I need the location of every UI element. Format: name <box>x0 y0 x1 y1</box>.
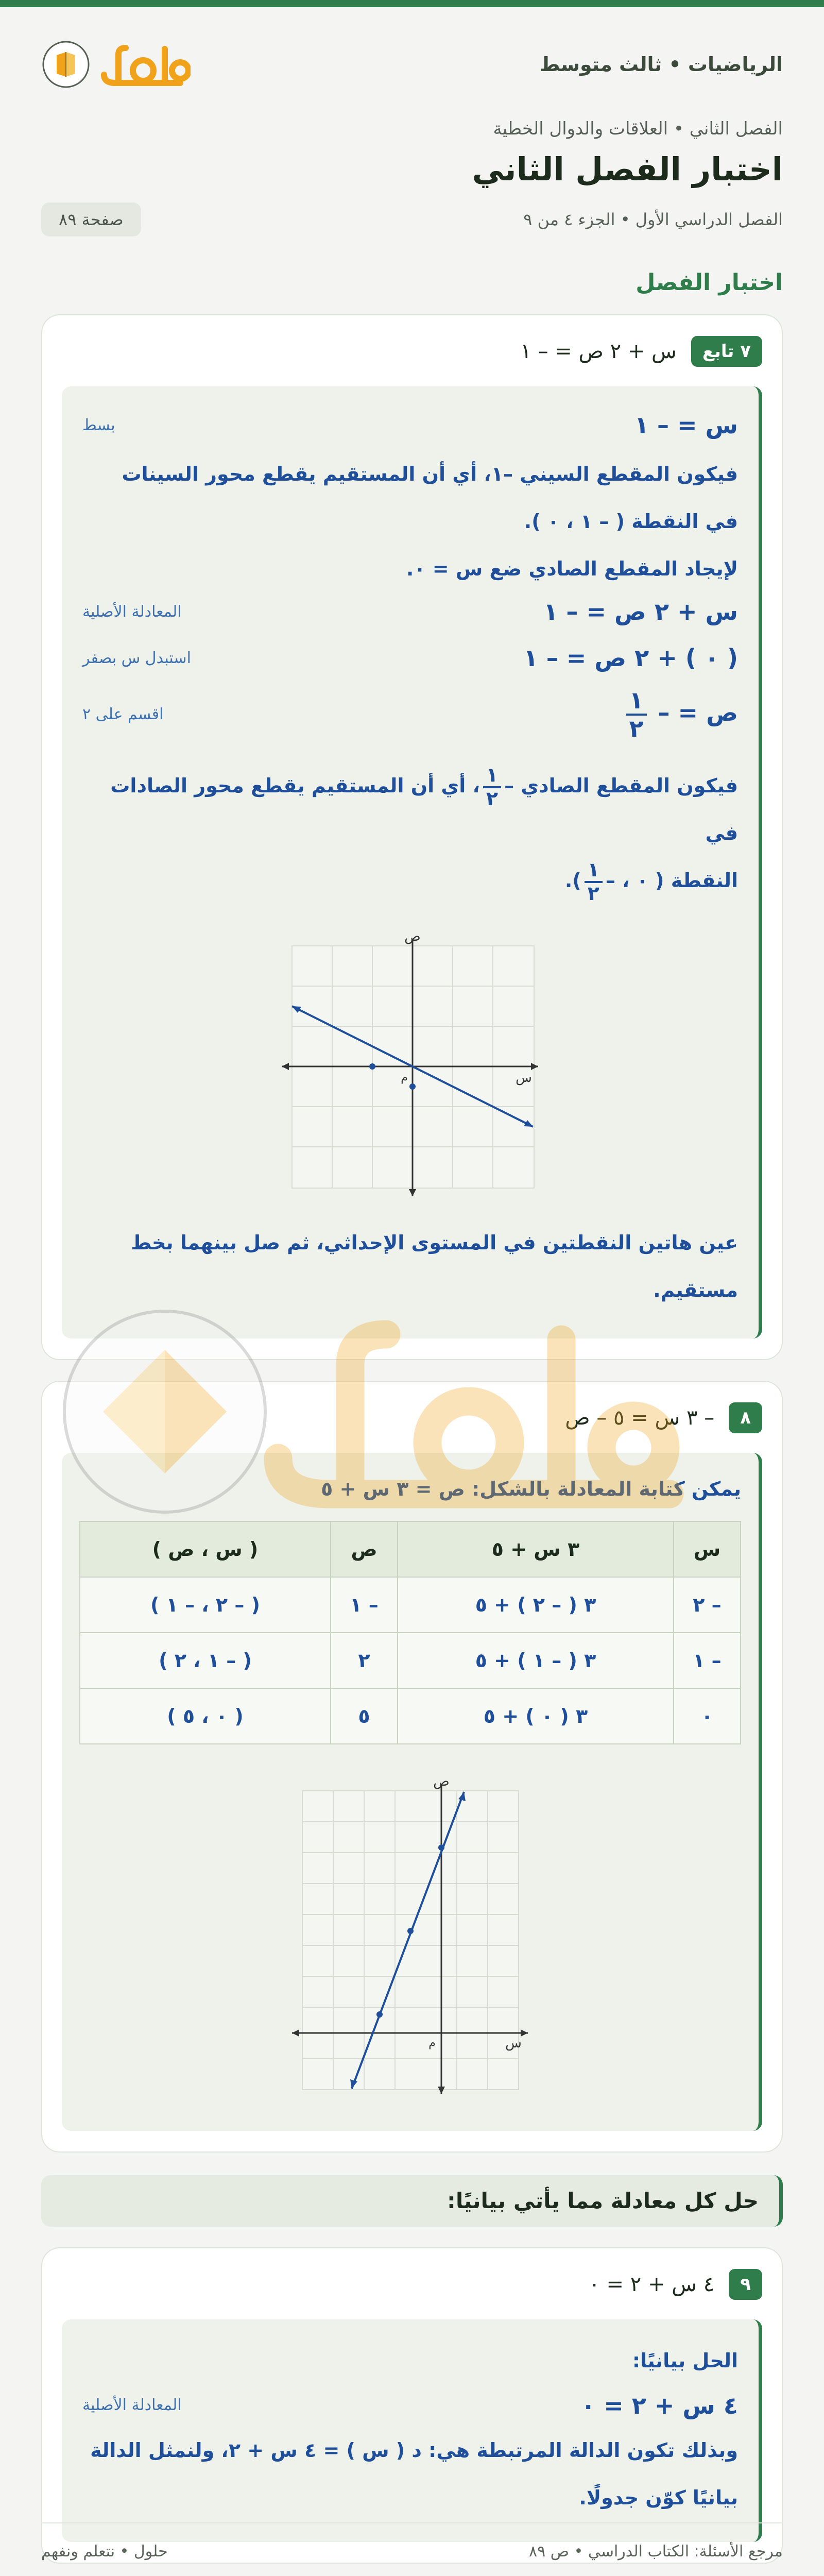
origin-label: م <box>428 2036 436 2049</box>
step-math: س + ٢ ص = – ١ <box>543 598 738 625</box>
plot-point <box>407 1928 414 1934</box>
step-math-fraction <box>623 687 738 741</box>
footer-source: مرجع الأسئلة: الكتاب الدراسي • ص ٨٩ <box>529 2542 783 2561</box>
step-math: س = – ١ <box>634 411 738 439</box>
page-footer <box>41 2522 783 2576</box>
table-cell: ( – ١ ، ٢ ) <box>80 1633 331 1688</box>
table-cell: ٣ ( – ١ ) + ٥ <box>398 1633 674 1688</box>
x-axis-label: س <box>505 2035 522 2051</box>
table-cell: – ٢ <box>674 1577 741 1633</box>
table-cell: – ١ <box>331 1577 398 1633</box>
fraction <box>483 765 501 810</box>
values-table <box>79 1521 741 1744</box>
table-row <box>80 1688 741 1744</box>
table-cell: ٣ ( – ٢ ) + ٥ <box>398 1577 674 1633</box>
x-axis-label: س <box>515 1070 532 1086</box>
text-part: فيكون المقطع الصادي – <box>504 774 738 798</box>
solution-step <box>82 411 738 439</box>
title-block <box>41 118 783 236</box>
table-row <box>80 1577 741 1633</box>
question-card-7 <box>41 314 783 1360</box>
instruction-bar: حل كل معادلة مما يأتي بيانيًا: <box>41 2175 783 2227</box>
coordinate-graph <box>292 1781 529 2095</box>
question-header <box>62 2269 762 2300</box>
plot-point <box>438 1844 444 1851</box>
fraction <box>585 859 603 905</box>
page-title: اختبار الفصل الثاني <box>472 150 783 188</box>
fraction-numerator: ١ <box>483 765 501 788</box>
question-equation: س + ٢ ص = – ١ <box>520 340 677 363</box>
solution-box <box>62 2319 762 2542</box>
table-header-cell: ٣ س + ٥ <box>398 1521 674 1577</box>
site-logo[interactable] <box>41 39 191 90</box>
step-math: ( ٠ ) + ٢ ص = – ١ <box>523 644 738 672</box>
table-header-cell: ص <box>331 1521 398 1577</box>
text-part: ، أي أن المستقيم يقطع محور الصادات في <box>110 774 738 845</box>
graph-background <box>302 1791 519 2090</box>
graph-container <box>79 1781 741 2095</box>
solution-step <box>82 598 738 625</box>
fraction-lhs: ص = – <box>658 699 738 727</box>
table-cell: – ١ <box>674 1633 741 1688</box>
slope-form-text: يمكن كتابة المعادلة بالشكل: ص = ٣ س + ٥ <box>321 1477 741 1500</box>
y-intercept-point <box>409 1083 416 1090</box>
term-meta: الفصل الدراسي الأول • الجزء ٤ من ٩ <box>523 210 783 229</box>
y-intercept-text <box>82 762 738 905</box>
table-cell: ٣ ( ٠ ) + ٥ <box>398 1688 674 1744</box>
y-axis-label: ص <box>433 1780 450 1789</box>
footer-brand: حلول • نتعلم ونفهم <box>41 2542 168 2561</box>
text-part: ). <box>564 869 581 892</box>
table-header-cell: ( س ، ص ) <box>80 1521 331 1577</box>
question-equation: ٤ س + ٢ = ٠ <box>589 2272 715 2296</box>
x-axis-arrow <box>521 2029 528 2037</box>
question-header <box>62 336 762 367</box>
logo-book-icon <box>41 40 91 89</box>
question-number-badge: ٩ <box>729 2269 762 2300</box>
table-cell: ٠ <box>674 1688 741 1744</box>
solution-box <box>62 1453 762 2131</box>
section-heading: اختبار الفصل <box>636 269 783 296</box>
top-accent-bar <box>0 0 824 7</box>
solution-step <box>82 2392 738 2419</box>
fraction-denominator: ٢ <box>629 714 644 742</box>
x-axis-arrow <box>292 2029 299 2037</box>
y-axis-arrow <box>409 1189 416 1196</box>
table-cell: ٥ <box>331 1688 398 1744</box>
question-card-9 <box>41 2247 783 2564</box>
table-row <box>80 1633 741 1688</box>
step-note: بسط <box>82 416 115 434</box>
origin-label: م <box>400 1071 408 1084</box>
fraction-denominator: ٢ <box>587 882 599 905</box>
solution-box <box>62 386 762 1338</box>
solution-step <box>82 687 738 741</box>
logo-wordmark <box>98 39 191 90</box>
question-number-badge: ٧ تابع <box>691 336 762 367</box>
question-card-8 <box>41 1381 783 2153</box>
step-note: المعادلة الأصلية <box>82 2396 182 2415</box>
page-header <box>41 7 783 118</box>
step-note: استبدل س بصفر <box>82 649 191 667</box>
coordinate-graph <box>282 930 539 1198</box>
fraction <box>626 687 646 741</box>
subject-breadcrumb[interactable]: الرياضيات • ثالث متوسط <box>539 53 783 76</box>
step-math: ٤ س + ٢ = ٠ <box>581 2391 738 2419</box>
question-number-badge: ٨ <box>729 1402 762 1433</box>
page-number-badge: صفحة ٨٩ <box>41 202 141 236</box>
table-cell: ( – ٢ ، – ١ ) <box>80 1577 331 1633</box>
chapter-label: الفصل الثاني • العلاقات والدوال الخطية <box>493 118 783 139</box>
fraction-denominator: ٢ <box>486 787 499 810</box>
fraction-numerator: ١ <box>626 687 646 716</box>
x-intercept-point <box>369 1063 375 1070</box>
step-note: المعادلة الأصلية <box>82 602 182 621</box>
solution-heading: الحل بيانيًا: <box>632 2349 738 2372</box>
y-intercept-instruction: لإيجاد المقطع الصادي ضع س = ٠. <box>406 557 738 580</box>
meta-row <box>41 202 783 236</box>
question-equation: – ٣ س = ٥ – ص <box>565 1405 715 1430</box>
y-axis-label: ص <box>404 930 421 944</box>
solution-step <box>82 644 738 672</box>
question-header <box>62 1402 762 1433</box>
step-note: اقسم على ٢ <box>82 705 164 724</box>
graph-container <box>82 930 738 1198</box>
plot-point <box>376 2011 383 2018</box>
text-part: النقطة ( ٠ ، – <box>605 869 738 892</box>
fraction-numerator: ١ <box>585 859 603 883</box>
related-function-text: وبذلك تكون الدالة المرتبطة هي: د ( س ) = ٤ س + ٢، ولنمثل الدالة بيانيًا كوّن جدولًا. <box>90 2438 738 2509</box>
table-cell: ٢ <box>331 1633 398 1688</box>
x-axis-arrow <box>282 1063 289 1070</box>
graph-instruction: عين هاتين النقطتين في المستوى الإحداثي، ثم صل بينهما بخط مستقيم. <box>131 1231 738 1301</box>
table-header-row <box>80 1521 741 1577</box>
x-intercept-text: فيكون المقطع السيني –١، أي أن المستقيم يقطع محور السينات في النقطة ( – ١ ، ٠ ). <box>122 463 738 533</box>
table-header-cell: س <box>674 1521 741 1577</box>
table-cell: ( ٠ ، ٥ ) <box>80 1688 331 1744</box>
